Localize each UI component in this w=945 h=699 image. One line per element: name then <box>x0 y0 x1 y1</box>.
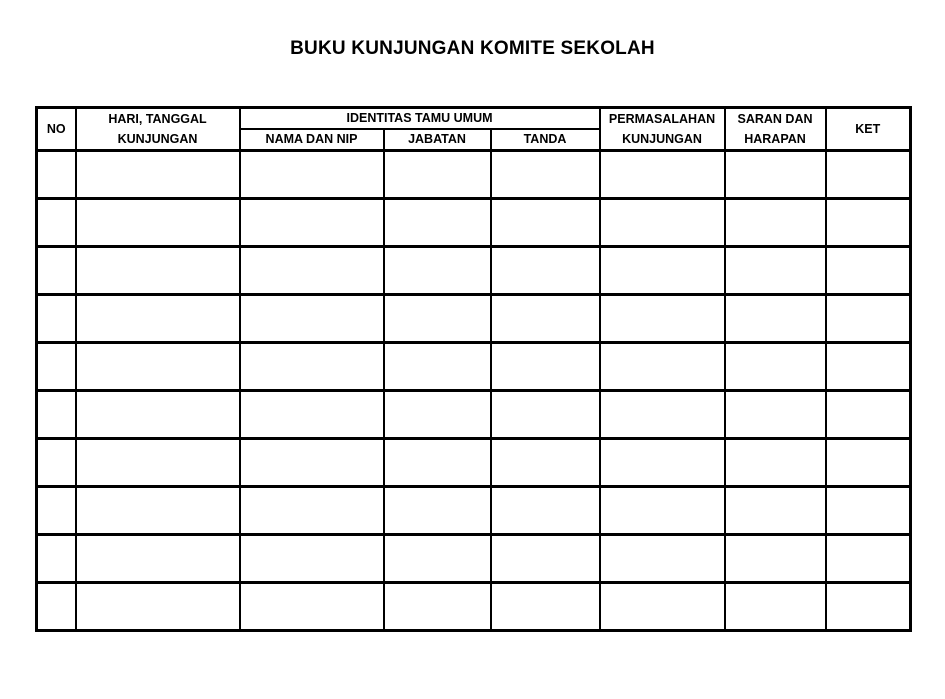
table-cell[interactable] <box>600 439 725 487</box>
table-cell[interactable] <box>384 151 491 199</box>
table-row <box>37 151 911 199</box>
table-cell[interactable] <box>725 535 826 583</box>
table-cell[interactable] <box>491 583 600 631</box>
table-cell[interactable] <box>826 247 911 295</box>
table-row <box>37 199 911 247</box>
header-suggestion-line1: SARAN DAN <box>737 112 813 126</box>
header-name-nip: NAMA DAN NIP <box>240 129 384 151</box>
table-cell[interactable] <box>600 583 725 631</box>
table-cell[interactable] <box>600 151 725 199</box>
table-body <box>37 151 911 631</box>
header-no: NO <box>37 108 76 151</box>
table-cell[interactable] <box>37 439 76 487</box>
table-cell[interactable] <box>76 247 240 295</box>
table-cell[interactable] <box>76 391 240 439</box>
table-cell[interactable] <box>240 151 384 199</box>
table-cell[interactable] <box>76 583 240 631</box>
table-cell[interactable] <box>826 535 911 583</box>
table-cell[interactable] <box>725 295 826 343</box>
table-cell[interactable] <box>37 295 76 343</box>
table-cell[interactable] <box>76 343 240 391</box>
table-row <box>37 535 911 583</box>
table-cell[interactable] <box>491 487 600 535</box>
table-cell[interactable] <box>725 247 826 295</box>
header-signature: TANDA <box>491 129 600 151</box>
table-cell[interactable] <box>240 343 384 391</box>
table-cell[interactable] <box>384 391 491 439</box>
table-cell[interactable] <box>76 535 240 583</box>
table-cell[interactable] <box>76 295 240 343</box>
table-cell[interactable] <box>725 439 826 487</box>
table-row <box>37 295 911 343</box>
table-cell[interactable] <box>76 151 240 199</box>
table-cell[interactable] <box>491 151 600 199</box>
table-cell[interactable] <box>240 391 384 439</box>
table-cell[interactable] <box>240 535 384 583</box>
table-cell[interactable] <box>240 439 384 487</box>
table-cell[interactable] <box>725 151 826 199</box>
header-visit-date-line1: HARI, TANGGAL <box>108 112 207 126</box>
table-cell[interactable] <box>240 247 384 295</box>
table-cell[interactable] <box>826 391 911 439</box>
table-cell[interactable] <box>37 199 76 247</box>
table-row <box>37 391 911 439</box>
table-row <box>37 343 911 391</box>
table-cell[interactable] <box>600 295 725 343</box>
header-visit-date <box>76 108 240 151</box>
table-cell[interactable] <box>37 487 76 535</box>
header-position: JABATAN <box>384 129 491 151</box>
visit-log-table <box>35 106 912 632</box>
table-cell[interactable] <box>76 439 240 487</box>
table-cell[interactable] <box>384 439 491 487</box>
table-cell[interactable] <box>37 343 76 391</box>
table-cell[interactable] <box>240 199 384 247</box>
header-visit-problem-line2: KUNJUNGAN <box>622 132 702 146</box>
table-cell[interactable] <box>600 199 725 247</box>
table-cell[interactable] <box>491 439 600 487</box>
table-cell[interactable] <box>826 343 911 391</box>
table-cell[interactable] <box>725 391 826 439</box>
table-cell[interactable] <box>826 295 911 343</box>
table-cell[interactable] <box>76 487 240 535</box>
table-cell[interactable] <box>600 247 725 295</box>
table-cell[interactable] <box>600 391 725 439</box>
table-cell[interactable] <box>384 295 491 343</box>
header-suggestion-line2: HARAPAN <box>744 132 806 146</box>
table-cell[interactable] <box>826 487 911 535</box>
table-cell[interactable] <box>491 295 600 343</box>
table-cell[interactable] <box>37 583 76 631</box>
table-cell[interactable] <box>725 583 826 631</box>
table-cell[interactable] <box>826 583 911 631</box>
table-cell[interactable] <box>37 391 76 439</box>
table-cell[interactable] <box>725 199 826 247</box>
header-visit-date-line2: KUNJUNGAN <box>117 132 198 146</box>
header-visit-problem-line1: PERMASALAHAN <box>608 112 716 126</box>
header-note: KET <box>826 108 911 151</box>
table-cell[interactable] <box>384 343 491 391</box>
table-cell[interactable] <box>240 583 384 631</box>
table-cell[interactable] <box>600 487 725 535</box>
table-cell[interactable] <box>37 535 76 583</box>
table-cell[interactable] <box>600 535 725 583</box>
table-cell[interactable] <box>384 535 491 583</box>
header-suggestion <box>725 108 826 151</box>
table-cell[interactable] <box>240 295 384 343</box>
table-cell[interactable] <box>491 343 600 391</box>
table-cell[interactable] <box>76 199 240 247</box>
table-row <box>37 439 911 487</box>
table-cell[interactable] <box>384 199 491 247</box>
table-cell[interactable] <box>240 487 384 535</box>
table-cell[interactable] <box>37 151 76 199</box>
table-cell[interactable] <box>491 247 600 295</box>
table-cell[interactable] <box>826 151 911 199</box>
table-row <box>37 583 911 631</box>
table-row <box>37 247 911 295</box>
table-cell[interactable] <box>725 487 826 535</box>
table-cell[interactable] <box>600 343 725 391</box>
header-visit-problem <box>600 108 725 151</box>
table-cell[interactable] <box>384 583 491 631</box>
table-cell[interactable] <box>826 199 911 247</box>
table-row <box>37 487 911 535</box>
table-cell[interactable] <box>384 487 491 535</box>
table-cell[interactable] <box>491 535 600 583</box>
table-cell[interactable] <box>491 199 600 247</box>
header-guest-identity: IDENTITAS TAMU UMUM <box>240 108 600 130</box>
table-cell[interactable] <box>725 343 826 391</box>
table-cell[interactable] <box>826 439 911 487</box>
table-cell[interactable] <box>384 247 491 295</box>
page-title: BUKU KUNJUNGAN KOMITE SEKOLAH <box>290 38 655 59</box>
table-cell[interactable] <box>491 391 600 439</box>
table-cell[interactable] <box>37 247 76 295</box>
